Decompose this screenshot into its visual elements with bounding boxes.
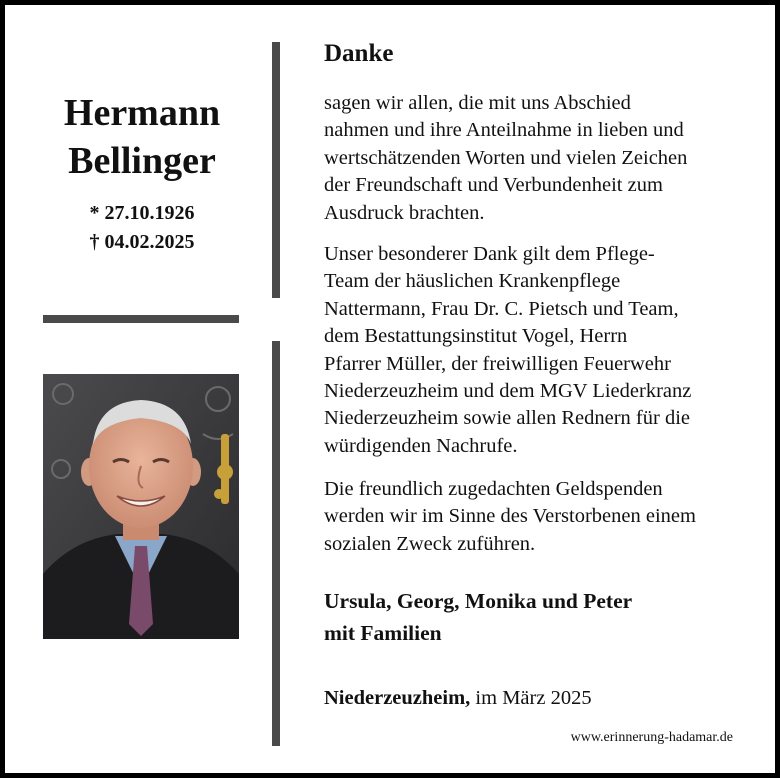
special-thanks-paragraph bbox=[324, 241, 764, 460]
text-line: Niederzeuzheim sowie allen Rednern für die bbox=[324, 407, 690, 430]
text-line: würdigenden Nachrufe. bbox=[324, 434, 518, 457]
deceased-name bbox=[43, 89, 241, 185]
text-line: dem Bestattungsinstitut Vogel, Herrn bbox=[324, 325, 628, 348]
text-line: Nattermann, Frau Dr. C. Pietsch und Team, bbox=[324, 297, 679, 320]
text-line: werden wir im Sinne des Verstorbenen einem bbox=[324, 505, 696, 528]
text-line: der Freundschaft und Verbundenheit zum bbox=[324, 174, 663, 197]
signers bbox=[324, 585, 632, 649]
notice-date: im März 2025 bbox=[470, 687, 592, 709]
text-line: nahmen und ihre Anteilnahme in lieben und bbox=[324, 119, 684, 142]
place-name: Niederzeuzheim, bbox=[324, 687, 471, 709]
text-line: Die freundlich zugedachten Geldspenden bbox=[324, 478, 663, 500]
text-line: Team der häuslichen Krankenpflege bbox=[324, 270, 621, 293]
website-link[interactable]: www.erinnerung-hadamar.de bbox=[570, 730, 733, 745]
portrait-photo bbox=[43, 374, 239, 639]
text-line: sagen wir allen, die mit uns Abschied bbox=[324, 92, 631, 114]
text-line: Ausdruck brachten. bbox=[324, 201, 485, 224]
text-line: Pfarrer Müller, der freiwilligen Feuerwehr bbox=[324, 352, 671, 375]
text-line: sozialen Zweck zuführen. bbox=[324, 532, 536, 555]
text-line: Unser besonderer Dank gilt dem Pflege- bbox=[324, 243, 655, 265]
vertical-divider-bottom bbox=[272, 341, 280, 746]
donation-paragraph bbox=[324, 476, 764, 558]
birth-date: * 27.10.1926 bbox=[89, 202, 195, 224]
first-name: Hermann bbox=[63, 92, 221, 134]
signer-names: Ursula, Georg, Monika und Peter bbox=[324, 589, 633, 613]
life-dates bbox=[43, 199, 241, 257]
place-date bbox=[324, 684, 592, 712]
death-date: † 04.02.2025 bbox=[89, 231, 195, 253]
portrait-photo-icon bbox=[43, 374, 239, 639]
vertical-divider-top bbox=[272, 42, 280, 298]
horizontal-divider bbox=[43, 315, 239, 323]
heading-danke: Danke bbox=[324, 40, 394, 67]
signer-families: mit Familien bbox=[324, 621, 442, 645]
thanks-paragraph bbox=[324, 90, 764, 227]
text-line: wertschätzenden Worten und vielen Zeichen bbox=[324, 146, 688, 169]
last-name: Bellinger bbox=[68, 140, 216, 182]
text-line: Niederzeuzheim und dem MGV Liederkranz bbox=[324, 380, 692, 403]
